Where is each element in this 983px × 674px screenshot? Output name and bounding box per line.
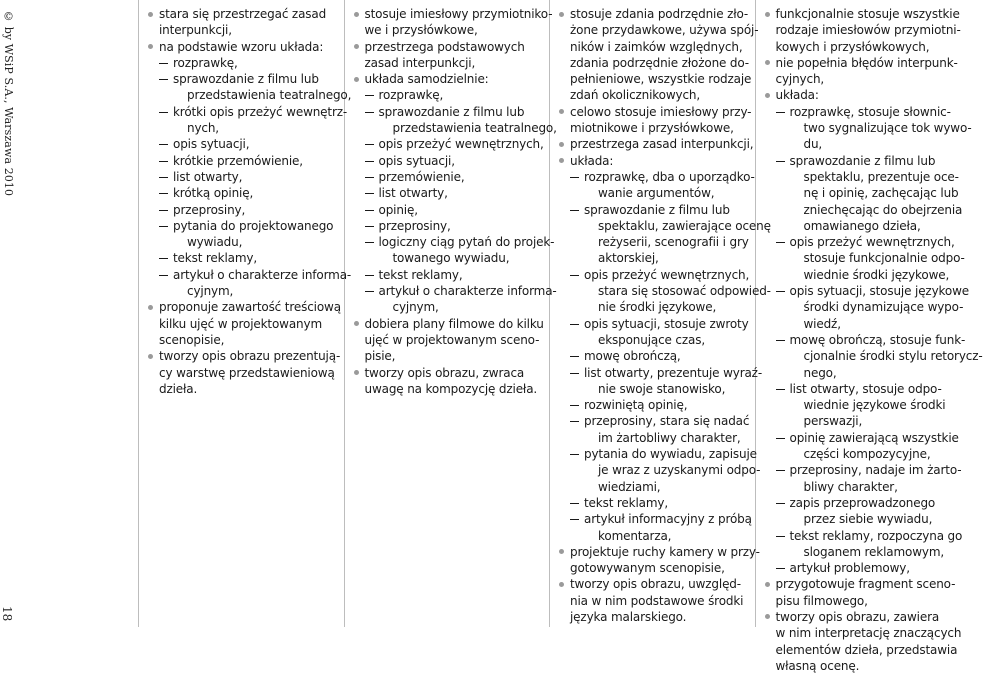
bullet-item: przestrzega zasad interpunkcji,: [556, 136, 751, 152]
dash-subitem-continuation: towanego wywiadu,: [392, 251, 510, 266]
bullet-item-continuation: zdań okolicznikowych,: [570, 88, 701, 103]
dash-subitem: sprawozdanie z filmu lub: [145, 71, 340, 87]
dash-subitem-continuation: wywiadu,: [187, 235, 243, 250]
dash-subitem: zapis przeprowadzonego: [762, 495, 958, 511]
dash-subitem: artykuł o charakterze informa-: [351, 283, 546, 299]
dash-subitem: opis sytuacji, stosuje zwroty: [556, 316, 751, 332]
bullet-item-continuation: pełnieniowe, wszystkie rodzaje: [570, 72, 752, 87]
dash-subitem-continuation: bliwy charakter,: [803, 479, 898, 494]
dash-subitem: rozprawkę,: [351, 87, 546, 103]
dash-subitem-continuation: wiedź,: [803, 316, 841, 331]
bullet-item: tworzy opis obrazu, zwraca: [351, 365, 546, 381]
requirements-table: [138, 0, 983, 673]
dash-subitem: mowę obrończą, stosuje funk-: [762, 332, 958, 348]
dash-subitem: opinię zawierającą wszystkie: [762, 430, 958, 446]
dash-subitem-continuation: nych,: [187, 121, 219, 136]
dash-subitem: artykuł problemowy,: [762, 560, 958, 576]
bullet-item: stara się przestrzegać zasad: [145, 6, 340, 22]
bullet-item: stosuje zdania podrzędnie zło-: [556, 6, 751, 22]
bullet-item-continuation: dzieła.: [159, 381, 198, 396]
dash-subitem-continuation: nę i opinię, zachęcając lub: [803, 186, 959, 201]
dash-subitem: opis przeżyć wewnętrznych,: [556, 267, 751, 283]
dash-subitem: sprawozdanie z filmu lub: [762, 153, 958, 169]
dash-subitem-continuation: nie swoje stanowisko,: [598, 381, 726, 396]
dash-subitem: przeprosiny,: [145, 202, 340, 218]
dash-subitem-continuation: wiednie środki językowe,: [803, 267, 950, 282]
dash-subitem-continuation: stosuje funkcjonalnie odpo-: [803, 251, 965, 266]
bullet-item: układa samodzielnie:: [351, 71, 546, 87]
dash-subitem-continuation: two sygnalizujące tok wywo-: [803, 121, 972, 136]
bullet-item-continuation: cyjnych,: [775, 72, 825, 87]
dash-subitem-continuation: du,: [803, 137, 823, 152]
dash-subitem: przeprosiny,: [351, 218, 546, 234]
table-column-1: [139, 0, 352, 627]
dash-subitem-continuation: reżyserii, scenografii i gry: [598, 235, 749, 250]
bullet-item: przestrzega podstawowych: [351, 39, 546, 55]
dash-subitem: tekst reklamy,: [351, 267, 546, 283]
dash-subitem-continuation: perswazji,: [803, 414, 863, 429]
bullet-item-continuation: własną ocenę.: [775, 658, 860, 673]
bullet-item-continuation: zasad interpunkcji,: [364, 55, 476, 70]
dash-subitem: pytania do projektowanego: [145, 218, 340, 234]
dash-subitem: logiczny ciąg pytań do projek-: [351, 234, 546, 250]
bullet-item-continuation: kowych i przysłówkowych,: [775, 39, 930, 54]
bullet-item: układa:: [762, 87, 958, 103]
bullet-item-continuation: pisu filmowego,: [775, 593, 868, 608]
dash-subitem-continuation: nie środki językowe,: [598, 300, 717, 315]
bullet-item-continuation: interpunkcji,: [159, 23, 232, 38]
bullet-item-continuation: ujęć w projektowanym sceno-: [364, 332, 540, 347]
dash-subitem: krótką opinię,: [145, 185, 340, 201]
table-column-2: [345, 0, 557, 627]
bullet-item-continuation: elementów dzieła, przedstawia: [775, 642, 958, 657]
bullet-item: funkcjonalnie stosuje wszystkie: [762, 6, 958, 22]
dash-subitem-continuation: cjonalnie środki stylu retorycz-: [803, 349, 983, 364]
dash-subitem-continuation: eksponujące czas,: [598, 332, 706, 347]
dash-subitem: sprawozdanie z filmu lub: [351, 104, 546, 120]
bullet-item: stosuje imiesłowy przymiotniko-: [351, 6, 546, 22]
bullet-item: celowo stosuje imiesłowy przy-: [556, 104, 751, 120]
dash-subitem-continuation: aktorskiej,: [598, 251, 659, 266]
bullet-item-continuation: cy warstwę przedstawieniową: [159, 365, 335, 380]
dash-subitem: list otwarty,: [145, 169, 340, 185]
dash-subitem: list otwarty, prezentuje wyraź-: [556, 365, 751, 381]
bullet-item-continuation: żone przydawkowe, używa spój-: [570, 23, 759, 38]
bullet-item-continuation: języka malarskiego.: [570, 609, 687, 624]
bullet-item-continuation: gotowywanym scenopisie,: [570, 561, 725, 576]
bullet-item: proponuje zawartość treściową: [145, 299, 340, 315]
bullet-item-continuation: ników i zaimków względnych,: [570, 39, 743, 54]
dash-subitem-continuation: cyjnym,: [392, 300, 439, 315]
dash-subitem-continuation: zniechęcając do obejrzenia: [803, 202, 963, 217]
bullet-item: układa:: [556, 153, 751, 169]
dash-subitem-continuation: cyjnym,: [187, 284, 234, 299]
dash-subitem-continuation: wiednie językowe środki: [803, 398, 946, 413]
bullet-item-continuation: nia w nim podstawowe środki: [570, 593, 744, 608]
bullet-item: przygotowuje fragment sceno-: [762, 576, 958, 592]
dash-subitem: rozwiniętą opinię,: [556, 397, 751, 413]
bullet-item-continuation: scenopisie,: [159, 332, 225, 347]
dash-subitem-continuation: omawianego dzieła,: [803, 218, 921, 233]
dash-subitem: tekst reklamy,: [556, 495, 751, 511]
dash-subitem: opis sytuacji,: [351, 153, 546, 169]
table-column-3: [550, 0, 771, 627]
dash-subitem-continuation: przedstawienia teatralnego,: [392, 121, 557, 136]
bullet-item: tworzy opis obrazu, zawiera: [762, 609, 958, 625]
dash-subitem: list otwarty, stosuje odpo-: [762, 381, 958, 397]
bullet-item-continuation: zdania podrzędnie złożone do-: [570, 55, 749, 70]
dash-subitem: rozprawkę,: [145, 55, 340, 71]
dash-subitem: list otwarty,: [351, 185, 546, 201]
dash-subitem-continuation: komentarza,: [598, 528, 672, 543]
bullet-item-continuation: rodzaje imiesłowów przymiotni-: [775, 23, 961, 38]
bullet-item: nie popełnia błędów interpunk-: [762, 55, 958, 71]
bullet-item: na podstawie wzoru układa:: [145, 39, 340, 55]
bullet-item-continuation: uwagę na kompozycję dzieła.: [364, 381, 538, 396]
dash-subitem: artykuł informacyjny z próbą: [556, 511, 751, 527]
dash-subitem-continuation: wanie argumentów,: [598, 186, 715, 201]
dash-subitem-continuation: części kompozycyjne,: [803, 447, 931, 462]
dash-subitem: opis przeżyć wewnętrznych,: [762, 234, 958, 250]
dash-subitem-continuation: spektaklu, prezentuje oce-: [803, 169, 959, 184]
dash-subitem: przeprosiny, stara się nadać: [556, 413, 751, 429]
bullet-item: tworzy opis obrazu prezentują-: [145, 348, 340, 364]
dash-subitem-continuation: spektaklu, zawierające ocenę: [598, 218, 771, 233]
dash-subitem-continuation: nego,: [803, 365, 837, 380]
dash-subitem-continuation: im żartobliwy charakter,: [598, 430, 741, 445]
page-margin: [0, 0, 28, 627]
dash-subitem: mowę obrończą,: [556, 348, 751, 364]
dash-subitem: rozprawkę, stosuje słownic-: [762, 104, 958, 120]
bullet-item-continuation: pisie,: [364, 349, 396, 364]
dash-subitem: krótki opis przeżyć wewnętrz-: [145, 104, 340, 120]
dash-subitem: przeprosiny, nadaje im żarto-: [762, 462, 958, 478]
dash-subitem: artykuł o charakterze informa-: [145, 267, 340, 283]
dash-subitem: tekst reklamy,: [145, 250, 340, 266]
dash-subitem-continuation: przedstawienia teatralnego,: [187, 88, 352, 103]
bullet-item-continuation: miotnikowe i przysłówkowe,: [570, 121, 734, 136]
dash-subitem-continuation: sloganem reklamowym,: [803, 544, 945, 559]
dash-subitem-continuation: stara się stosować odpowied-: [598, 284, 771, 299]
dash-subitem: opis przeżyć wewnętrznych,: [351, 136, 546, 152]
dash-subitem: pytania do wywiadu, zapisuje: [556, 446, 751, 462]
dash-subitem: opis sytuacji,: [145, 136, 340, 152]
dash-subitem-continuation: przez siebie wywiadu,: [803, 512, 933, 527]
dash-subitem: opinię,: [351, 202, 546, 218]
dash-subitem: opis sytuacji, stosuje językowe: [762, 283, 958, 299]
dash-subitem-continuation: je wraz z uzyskanymi odpo-: [598, 463, 761, 478]
dash-subitem: rozprawkę, dba o uporządko-: [556, 169, 751, 185]
bullet-item-continuation: kilku ujęć w projektowanym: [159, 316, 322, 331]
page-number: 18: [0, 605, 14, 621]
dash-subitem: sprawozdanie z filmu lub: [556, 202, 751, 218]
table-column-4: [756, 0, 983, 673]
bullet-item-continuation: we i przysłówkowe,: [364, 23, 478, 38]
dash-subitem: przemówienie,: [351, 169, 546, 185]
dash-subitem-continuation: środki dynamizujące wypo-: [803, 300, 964, 315]
bullet-item: tworzy opis obrazu, uwzględ-: [556, 576, 751, 592]
dash-subitem: krótkie przemówienie,: [145, 153, 340, 169]
dash-subitem-continuation: wiedziami,: [598, 479, 661, 494]
bullet-item: dobiera plany filmowe do kilku: [351, 316, 546, 332]
copyright-notice: © by WSiP S.A., Warszawa 2010: [2, 10, 15, 197]
dash-subitem: tekst reklamy, rozpoczyna go: [762, 528, 958, 544]
bullet-item: projektuje ruchy kamery w przy-: [556, 544, 751, 560]
bullet-item-continuation: w nim interpretację znaczących: [775, 626, 962, 641]
